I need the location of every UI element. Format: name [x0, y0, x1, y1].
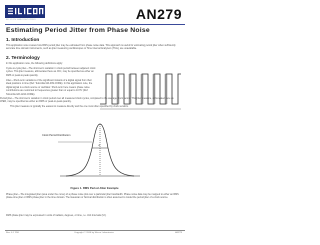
section-heading-introduction: 1. Introduction — [6, 38, 40, 43]
period-distribution-figure — [40, 118, 150, 184]
term-jitter: Jitter—Short-term variations of the significant instants of a digital signal from their ideal positions in time (Ref: Telcordia GR-499-CORE). In this application note, the digital signal is a clock source or oscillator. Short-term here means phase noise contributions are restricted to frequencies greater than or equal to 10 Hz (Ref: Telcordia GR-1244-CORE). — [6, 79, 93, 96]
term-cycle-to-cycle-jitter: Cycle-to-cycle jitter—The short-term variation in clock period between adjacent clock cycles. This jitter measure, abbreviated here as JCC, may be specified as either an RMS or peak-to-peak quantity. — [6, 67, 96, 77]
footer-copyright: Copyright © 2006 by Silicon Laboratories — [74, 232, 114, 234]
footer-doc-number: AN279 — [175, 232, 182, 234]
footer-rule — [5, 230, 185, 231]
section-heading-terminology: 2. Terminology — [6, 56, 40, 61]
document-number: AN279 — [135, 6, 182, 22]
logo-tagline: SILICON LABORATORIES — [6, 19, 36, 21]
term-period-jitter-note: This jitter measure is typically the easiest to measure directly and the one most often specified by clock vendors. — [10, 105, 129, 108]
footer-revision: Rev. 0.1 7/06 — [6, 232, 19, 234]
intro-paragraph: This application note reviews how RMS period jitter may be estimated from phase noise data. This approach is useful for estimating period jitter when sufficiently accurate time domain instruments, such as jitter measuring oscilloscopes or Time Interval Analyzers (TIAs), are unavailable. — [6, 44, 176, 51]
header-rule — [5, 24, 185, 25]
rms-phase-jitter-paragraph: RMS phase jitter may be expressed in units of radians, degrees, or time, i.e. Unit Intervals (UI). — [6, 214, 107, 217]
terminology-intro: In this application note, the following definitions apply: — [6, 62, 63, 65]
term-period-jitter: Period jitter—The short-term variation in clock period over all measured clock cycles, compared to the average clock period. This jitter measure, abbreviated here as JPER, may be specified as either an RMS or peak-to-peak quantity. — [0, 97, 174, 104]
distribution-label: Clock Period Distribution — [42, 134, 71, 137]
silicon-labs-logo — [5, 4, 45, 20]
sigma-label: σ — [98, 143, 101, 147]
phase-jitter-paragraph: Phase jitter—The integrated jitter (area under the curve) of a phase noise plot over a particular jitter bandwidth. Phase noise data may be mapped to either an RMS phase-time jitter or RMS phase jitter in the time domain. The Gaussian or Normal distribution is often assumed to model the period jitter of a clock source. — [6, 193, 179, 200]
page-title: Estimating Period Jitter from Phase Noise — [6, 27, 150, 34]
figure-caption: Figure 1. RMS Period Jitter Example — [70, 186, 119, 190]
